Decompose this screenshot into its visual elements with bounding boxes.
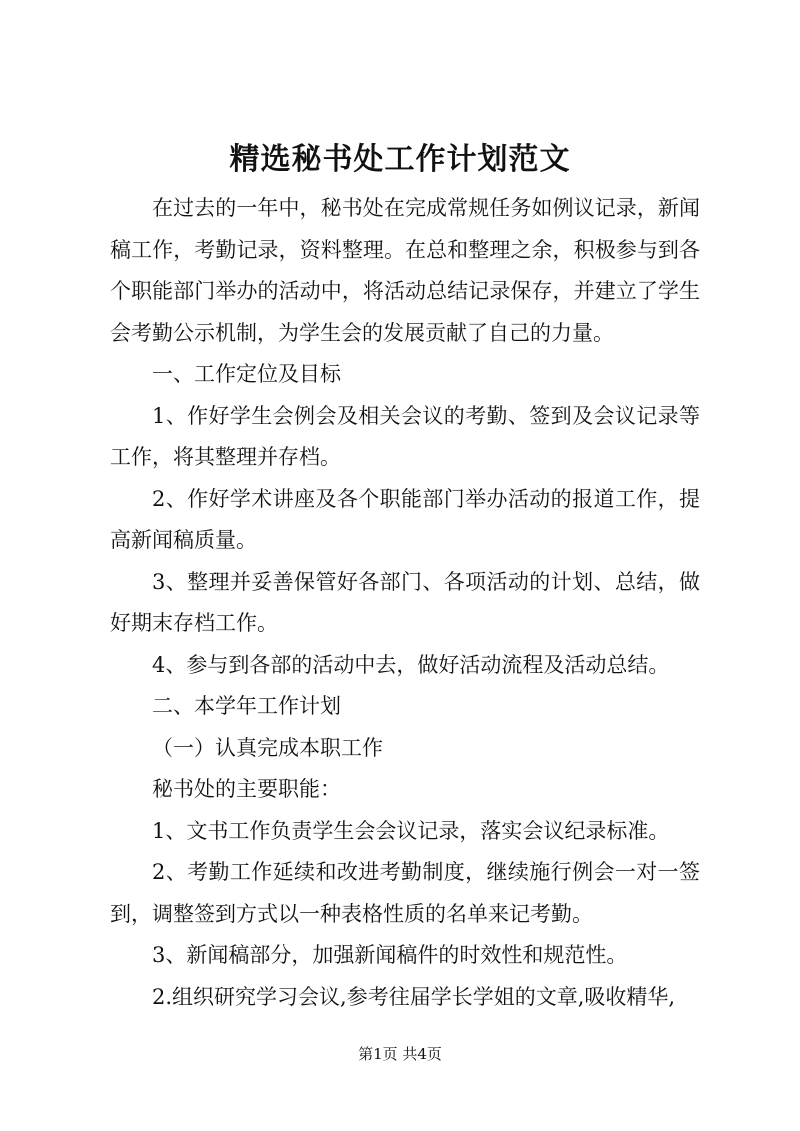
paragraph-duty-3-2: 2.组织研究学习会议,参考往届学长学姐的文章,吸收精华, — [152, 984, 676, 1009]
paragraph-duties-intro: 秘书处的主要职能： — [152, 777, 341, 801]
paragraph-duty-3: 3、新闻稿部分，加强新闻稿件的时效性和规范性。 — [152, 943, 628, 967]
paragraph-goal-4: 4、参与到各部的活动中去，做好活动流程及活动总结。 — [152, 652, 670, 677]
paragraph-goal-3: 3、整理并妥善保管好各部门、各项活动的计划、总结，做好期末存档工作。 — [110, 569, 700, 635]
paragraph-intro: 在过去的一年中，秘书处在完成常规任务如例议记录，新闻稿工作，考勤记录，资料整理。在总和整理之余，积极参与到各个职能部门举办的活动中，将活动总结记录保存，并建立了学生会考勤公示机制，为学生会的发展贡献了自己的力量。 — [110, 196, 700, 345]
paragraph-duty-2: 2、考勤工作延续和改进考勤制度，继续施行例会一对一签到，调整签到方式以一种表格性质的名单来记考勤。 — [110, 860, 700, 926]
section-heading-2: 二、本学年工作计划 — [152, 694, 341, 718]
page-number-footer: 第1页 共4页 — [358, 1045, 442, 1063]
paragraph-goal-2: 2、作好学术讲座及各个职能部门举办活动的报道工作，提高新闻稿质量。 — [110, 486, 700, 552]
document-title: 精选秘书处工作计划范文 — [229, 142, 571, 177]
paragraph-goal-1: 1、作好学生会例会及相关会议的考勤、签到及会议记录等工作，将其整理并存档。 — [110, 403, 700, 469]
document-body — [110, 188, 700, 1018]
subsection-heading-1: （一）认真完成本职工作 — [152, 735, 383, 760]
section-heading-1: 一、工作定位及目标 — [152, 362, 341, 386]
paragraph-duty-1: 1、文书工作负责学生会会议记录，落实会议纪录标准。 — [152, 818, 670, 843]
